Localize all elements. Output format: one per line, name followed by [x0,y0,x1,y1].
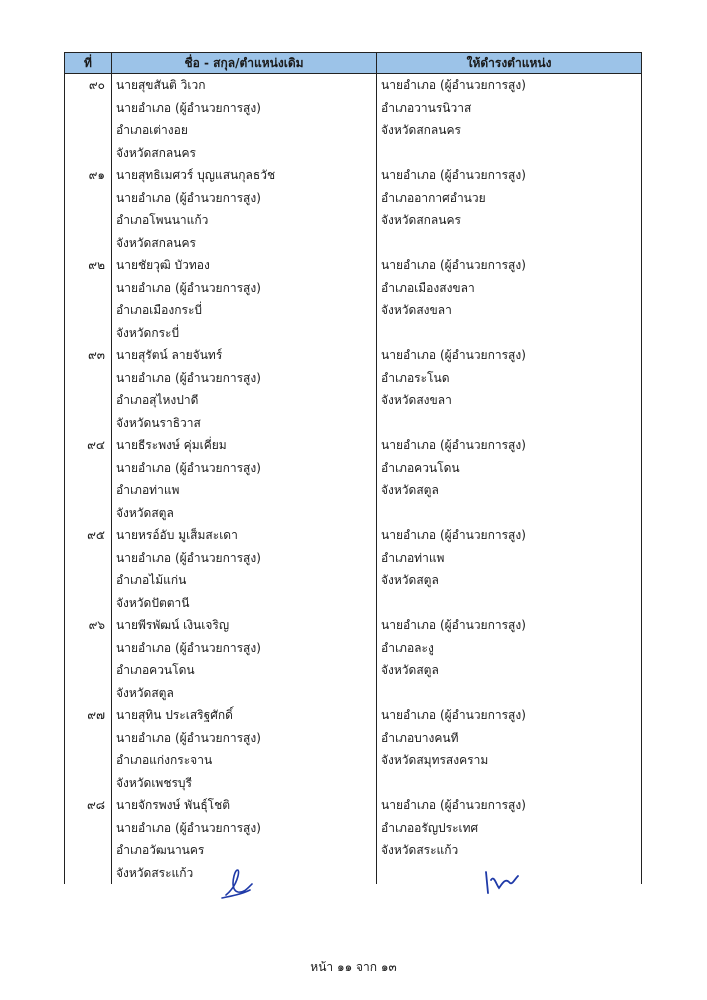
position-line: นายอำเภอ (ผู้อำนวยการสูง) [116,370,261,385]
old-position-cell [112,74,377,165]
new-position-cell [377,434,642,524]
table-header-row [65,53,642,74]
position-line: นายอำเภอ (ผู้อำนวยการสูง) [381,168,526,182]
position-line: นายอำเภอ (ผู้อำนวยการสูง) [381,708,526,722]
position-line: อำเภอไม้แก่น [116,573,187,587]
row-number-text: ๙๔ [87,438,105,452]
row-number [65,164,112,254]
header-new-position: ให้ดำรงตำแหน่ง [377,53,642,74]
new-position-cell [377,794,642,884]
row-number [65,704,112,794]
person-name: นายธีระพงษ์ คุ่มเคี่ยม [116,438,227,452]
position-line: อำเภอท่าแพ [116,483,180,497]
position-line: อำเภออากาศอำนวย [381,190,486,205]
header-number: ที่ [65,53,112,74]
old-position-cell [112,254,377,344]
position-line: จังหวัดสระแก้ว [116,865,194,880]
row-number-text: ๙๖ [88,618,105,632]
position-line: นายอำเภอ (ผู้อำนวยการสูง) [381,258,526,272]
old-position-cell [112,794,377,884]
position-line: อำเภอแก่งกระจาน [116,753,213,767]
new-position-cell [377,254,642,344]
new-position-cell [377,614,642,704]
table-row [65,794,642,884]
position-line: นายอำเภอ (ผู้อำนวยการสูง) [381,348,526,362]
row-number [65,614,112,704]
new-position-cell [377,524,642,614]
position-line: จังหวัดเพชรบุรี [116,775,192,790]
position-line: จังหวัดสระแก้ว [381,843,459,857]
position-line: นายอำเภอ (ผู้อำนวยการสูง) [116,460,261,475]
position-line: อำเภอละงู [381,640,434,655]
position-line: นายอำเภอ (ผู้อำนวยการสูง) [116,820,261,835]
person-name: นายพีรพัฒน์ เงินเจริญ [116,618,230,632]
new-position-cell [377,164,642,254]
table-row [65,344,642,434]
person-name: นายจักรพงษ์ พันธุ์โชติ [116,798,231,812]
appointment-table [64,52,642,884]
position-line: นายอำเภอ (ผู้อำนวยการสูง) [116,640,261,655]
table-row [65,164,642,254]
position-line: นายอำเภอ (ผู้อำนวยการสูง) [116,100,261,115]
new-position-cell [377,704,642,794]
table-row [65,434,642,524]
position-line: จังหวัดสตูล [116,685,174,700]
page-footer: หน้า ๑๑ จาก ๑๓ [310,960,397,974]
position-line: จังหวัดสตูล [381,483,439,497]
position-line: อำเภอบางคนที [381,730,459,745]
person-name: นายหรอ์อับ มูเส็มสะเดา [116,528,238,542]
position-line: นายอำเภอ (ผู้อำนวยการสูง) [116,280,261,295]
old-position-cell [112,524,377,614]
position-line: อำเภอควนโดน [116,663,195,677]
position-line: อำเภอวานรนิวาส [381,100,472,115]
old-position-cell [112,434,377,524]
old-position-cell [112,614,377,704]
position-line: อำเภอเมืองสงขลา [381,280,475,295]
position-line: จังหวัดสงขลา [381,303,452,317]
table-row [65,254,642,344]
position-line: นายอำเภอ (ผู้อำนวยการสูง) [381,78,526,92]
position-line: จังหวัดสตูล [381,573,439,587]
row-number-text: ๙๗ [87,708,105,722]
row-number [65,344,112,434]
table-row [65,614,642,704]
position-line: นายอำเภอ (ผู้อำนวยการสูง) [381,798,526,812]
table-body [65,74,642,885]
position-line: จังหวัดสตูล [116,505,174,520]
row-number [65,74,112,165]
row-number-text: ๙๘ [86,798,105,812]
old-position-cell [112,164,377,254]
person-name: นายสุทิน ประเสริฐศักดิ์ [116,708,233,722]
header-name-old-position: ชื่อ - สกุล/ตำแหน่งเดิม [112,53,377,74]
position-line: นายอำเภอ (ผู้อำนวยการสูง) [381,438,526,452]
position-line: จังหวัดสกลนคร [381,213,461,227]
position-line: อำเภอควนโดน [381,460,460,475]
position-line: จังหวัดกระบี่ [116,325,180,340]
position-line: จังหวัดปัตตานี [116,595,190,610]
table-row [65,74,642,165]
position-line: จังหวัดสตูล [381,663,439,677]
row-number-text: ๙๒ [88,258,105,272]
row-number-text: ๙๑ [88,168,105,182]
position-line: นายอำเภอ (ผู้อำนวยการสูง) [381,528,526,542]
position-line: จังหวัดสงขลา [381,393,452,407]
position-line: อำเภอโพนนาแก้ว [116,213,209,227]
row-number-text: ๙๐ [88,78,105,92]
position-line: นายอำเภอ (ผู้อำนวยการสูง) [116,550,261,565]
old-position-cell [112,704,377,794]
table-row [65,704,642,794]
position-line: อำเภอสุไหงปาดี [116,393,199,407]
person-name: นายชัยวุฒิ บัวทอง [116,258,210,272]
position-line: จังหวัดสกลนคร [116,235,196,250]
position-line: นายอำเภอ (ผู้อำนวยการสูง) [116,190,261,205]
position-line: อำเภออรัญประเทศ [381,820,479,835]
position-line: อำเภอเต่างอย [116,123,188,137]
old-position-cell [112,344,377,434]
row-number-text: ๙๓ [88,348,105,362]
position-line: อำเภอเมืองกระบี่ [116,303,203,317]
position-line: นายอำเภอ (ผู้อำนวยการสูง) [116,730,261,745]
position-line: อำเภอท่าแพ [381,550,445,565]
person-name: นายสุรัตน์ ลายจันทร์ [116,348,223,362]
position-line: อำเภอระโนด [381,370,450,385]
row-number [65,434,112,524]
position-line: อำเภอวัฒนานคร [116,843,205,857]
position-line: นายอำเภอ (ผู้อำนวยการสูง) [381,618,526,632]
position-line: จังหวัดสมุทรสงคราม [381,753,489,767]
position-line: จังหวัดนราธิวาส [116,415,201,430]
appointment-table-container [64,52,641,884]
row-number-text: ๙๕ [87,528,105,542]
row-number [65,254,112,344]
new-position-cell [377,74,642,165]
new-position-cell [377,344,642,434]
row-number [65,524,112,614]
person-name: นายสุทธิเมศวร์ บุญแสนกุลธวัช [116,168,276,182]
position-line: จังหวัดสกลนคร [381,123,461,137]
person-name: นายสุขสันติ วิเวก [116,78,206,92]
table-row [65,524,642,614]
row-number [65,794,112,884]
position-line: จังหวัดสกลนคร [116,145,196,160]
